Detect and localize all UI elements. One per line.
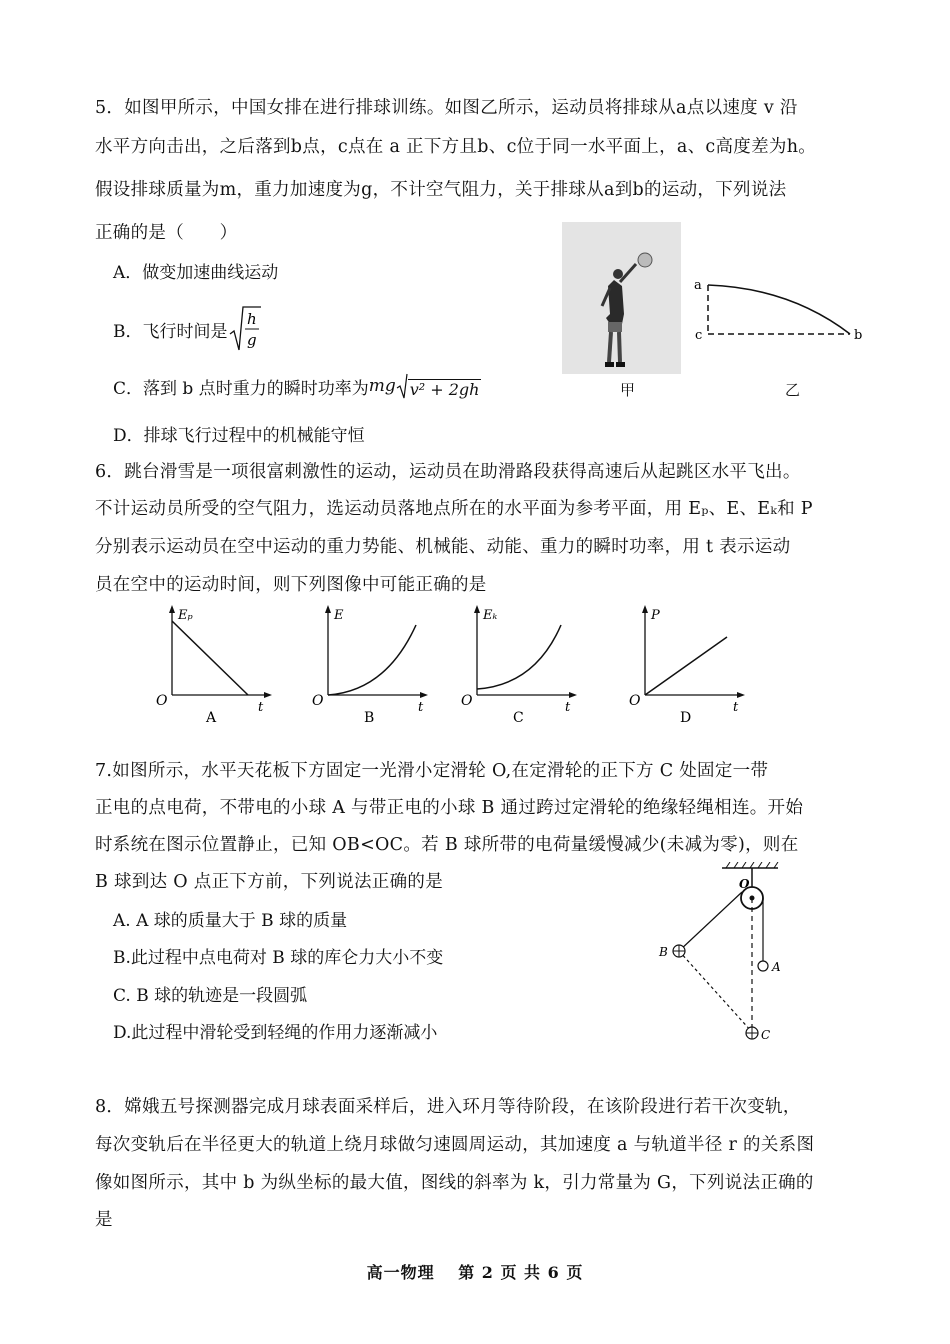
graph-a-line [172,621,248,695]
graph-b-caption: B [364,710,375,726]
graph-b-ylabel: E [334,608,344,623]
graph-a-ylabel: Eₚ [178,608,193,623]
q6-line-4: 员在空中的运动时间，则下列图像中可能正确的是 [95,575,487,595]
graph-c-xlabel: t [565,700,571,715]
radical-sign-icon [396,373,408,399]
volleyball-player-image [562,222,681,374]
q5-option-c-mg: mg [368,376,396,396]
graph-d-caption: D [680,710,692,726]
q5-option-a: A．做变加速曲线运动 [113,263,279,283]
point-a-label: a [694,278,702,293]
q6-line-1: 6．跳台滑雪是一项很富刺激性的运动，运动员在助滑路段获得高速后从起跳区水平飞出。 [95,462,801,482]
q5-option-c-label: C．落到 b 点时重力的瞬时功率为 [113,378,369,399]
label-o: O [739,877,750,891]
q5-option-c-radical [396,373,482,399]
rope-ob [679,892,742,951]
graph-a [150,603,280,728]
q7-option-b: B.此过程中点电荷对 B 球的库仑力大小不变 [113,948,444,968]
trajectory-diagram [690,276,870,342]
graph-b-xlabel: t [418,700,424,715]
graph-b-origin: O [312,693,324,709]
point-b-label: b [854,328,863,342]
pulley-diagram [650,862,790,1048]
q7-line-4: B 球到达 O 点正下方前，下列说法正确的是 [95,872,443,892]
q7-line-2: 正电的点电荷，不带电的小球 A 与带正电的小球 B 通过跨过定滑轮的绝缘轻绳相连。开始 [95,798,804,818]
q7-line-1: 7.如图所示，水平天花板下方固定一光滑小定滑轮 O,在定滑轮的正下方 C 处固定一带 [95,761,769,781]
page-footer: 高一物理 第 2 页 共 6 页 [366,1263,584,1282]
q5-option-d: D．排球飞行过程中的机械能守恒 [113,426,365,446]
q7-option-c: C. B 球的轨迹是一段圆弧 [113,986,308,1006]
graph-d-xlabel: t [733,700,739,715]
q5-line-1: 5．如图甲所示，中国女排在进行排球训练。如图乙所示，运动员将排球从a点以速度 v 沿 [95,98,798,118]
q7-line-3: 时系统在图示位置静止，已知 OB<OC。若 B 球所带的电荷量缓慢减少(未减为零)，则在 [95,835,799,855]
graph-d-ylabel: P [651,608,660,623]
graph-b-curve [328,625,416,695]
graph-c-origin: O [461,693,473,709]
q5-line-4: 正确的是（ ） [95,223,238,243]
sqrt-numerator: h [246,310,257,328]
label-a: A [772,960,781,974]
q5-option-b [113,304,262,354]
figure-yi-caption: 乙 [785,381,801,399]
graph-c-curve [477,625,561,689]
q5-option-c-radicand: v² + 2gh [409,380,480,399]
q5-option-c [113,373,481,399]
q5-line-3: 假设排球质量为m，重力加速度为g，不计空气阻力，关于排球从a到b的运动，下列说法 [95,180,787,200]
sqrt-denominator: g [246,331,257,349]
point-c-label: c [695,328,703,342]
figure-jia-caption: 甲 [620,381,636,399]
label-c: C [761,1028,771,1042]
q8-line-2: 每次变轨后在半径更大的轨道上绕月球做匀速圆周运动，其加速度 a 与轨道半径 r 的关系图 [95,1135,815,1155]
label-b: B [659,945,668,959]
graph-d [623,603,753,728]
q8-line-4: 是 [95,1210,113,1230]
q6-line-2: 不计运动员所受的空气阻力，选运动员落地点所在的水平面为参考平面，用 Eₚ、E、Eₖ和 P [95,499,813,519]
graph-c-caption: C [513,710,524,726]
q8-line-1: 8．嫦娥五号探测器完成月球表面采样后，进入环月等待阶段，在该阶段进行若干次变轨， [95,1097,801,1117]
graph-c-ylabel: Eₖ [483,608,498,623]
q7-option-d: D.此过程中滑轮受到轻绳的作用力逐渐减小 [113,1023,438,1043]
q6-line-3: 分别表示运动员在空中运动的重力势能、机械能、动能、重力的瞬时功率，用 t 表示运动 [95,537,791,557]
graph-b [306,603,436,728]
sqrt-h-over-g [228,304,262,354]
ball-a [758,961,768,971]
q8-line-3: 像如图所示，其中 b 为纵坐标的最大值，图线的斜率为 k，引力常量为 G，下列说法正确的 [95,1173,814,1193]
q5-line-2: 水平方向击出，之后落到b点，c点在 a 正下方且b、c位于同一水平面上，a、c高度差为h。 [95,137,817,157]
volleyball-photo [562,222,681,374]
graph-a-caption: A [206,710,217,726]
q7-option-a: A. A 球的质量大于 B 球的质量 [113,911,348,931]
q5-option-b-label: B．飞行时间是 [113,321,228,342]
graph-d-origin: O [629,693,641,709]
graph-a-xlabel: t [258,700,264,715]
graph-c [455,603,585,728]
graph-d-line [645,637,727,695]
graph-a-origin: O [156,693,168,709]
